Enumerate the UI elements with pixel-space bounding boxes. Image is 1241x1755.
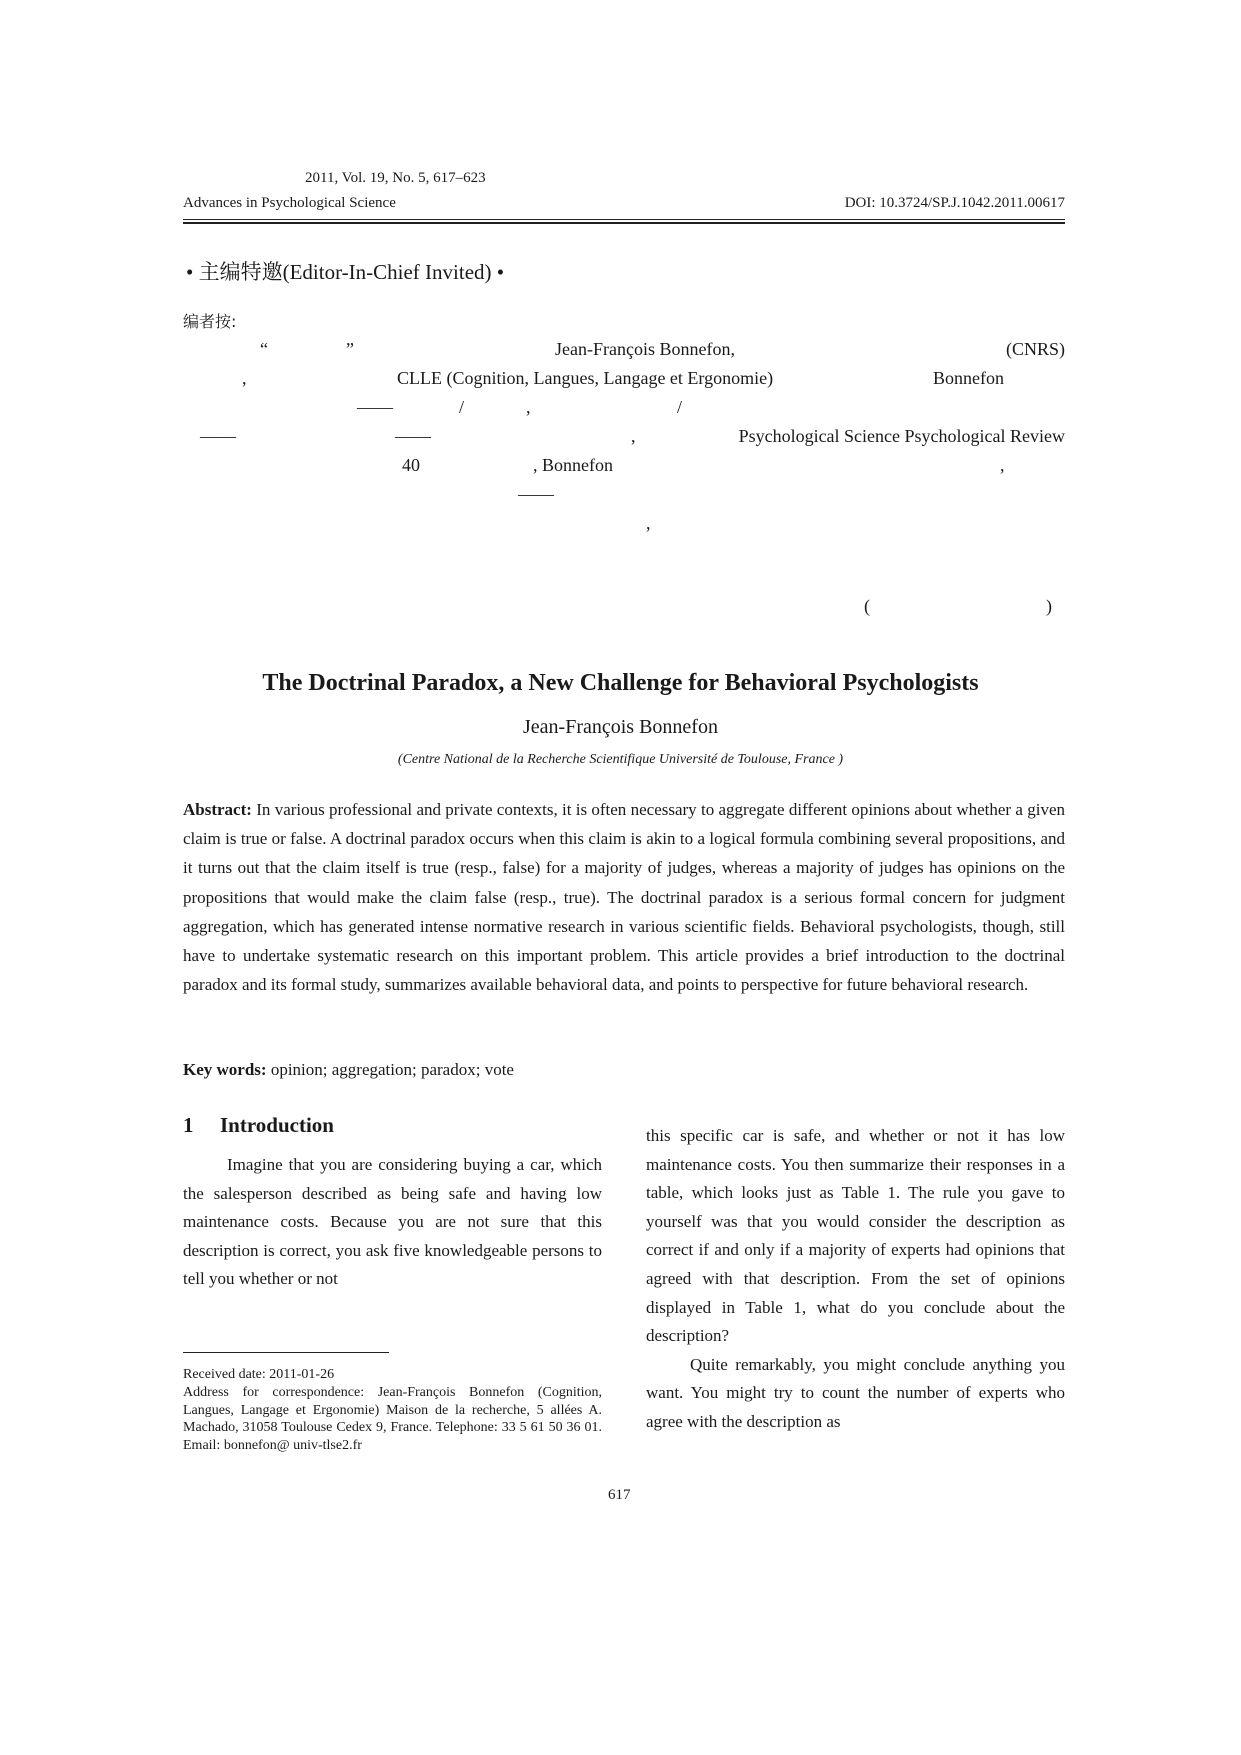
journal-volume: 2011, Vol. 19, No. 5, 617–623 xyxy=(305,170,486,186)
editor-note-fragment: Bonnefon xyxy=(933,368,1004,388)
header-rule xyxy=(183,219,1065,220)
editor-note-fragment: —— xyxy=(518,484,554,504)
editor-note-fragment: ) xyxy=(1046,596,1052,616)
left-column xyxy=(183,1151,602,1294)
abstract-label: Abstract: xyxy=(183,800,252,819)
editor-note-label: 编者按: xyxy=(183,312,237,331)
editor-note-fragment: —— xyxy=(200,426,236,446)
editor-note-fragment: ” xyxy=(346,339,354,359)
correspondence-address: Address for correspondence: Jean-François Bonnefon (Cognition, Langues, Langage et Ergonomie) Maison de la recherche, 5 allées A. Machado, 31058 Toulouse Cedex 9, France. Telephone: 33 5 61 50 36 01. Email: bonnefon@ univ-tlse2.fr xyxy=(183,1384,602,1454)
editor-note-fragment: / xyxy=(677,397,683,417)
editor-note-fragment: (CNRS) xyxy=(1005,339,1065,359)
section-title: Introduction xyxy=(220,1113,334,1137)
editor-note-fragment: CLLE (Cognition, Langues, Langage et Ergonomie) xyxy=(397,368,774,388)
editor-note-fragment: , xyxy=(1000,455,1005,475)
abstract-text: In various professional and private contexts, it is often necessary to aggregate different opinions about whether a given claim is true or false. A doctrinal paradox occurs when this claim is akin to a logical formula combining several propositions, and it turns out that the claim itself is true (resp., false) for a majority of judges, whereas a majority of judges has opinions on the propositions that would make the claim false (resp., true). The doctrinal paradox is a serious formal concern for judgment aggregation, which has generated intense normative research in various scientific fields. Behavioral psychologists, though, still have to undertake systematic research on this important problem. This article provides a brief introduction to the doctrinal paradox and its formal study, summarizes available behavioral data, and points to perspective for future behavioral research. xyxy=(183,800,1066,995)
editor-note-fragment: / xyxy=(459,397,465,417)
editor-note-fragment: —— xyxy=(395,426,431,446)
keywords-text: opinion; aggregation; paradox; vote xyxy=(270,1060,514,1079)
keywords xyxy=(183,1060,514,1080)
editor-note-fragment: —— xyxy=(357,397,393,417)
author-affiliation: (Centre National de la Recherche Scientifique Université de Toulouse, France ) xyxy=(397,752,844,767)
section-tag: • 主编特邀(Editor-In-Chief Invited) • xyxy=(186,260,505,284)
section-number: 1 xyxy=(183,1113,194,1137)
editor-note-fragment: , xyxy=(646,513,651,533)
footnote-rule xyxy=(183,1352,389,1353)
body-paragraph: Quite remarkably, you might conclude anything you want. You might try to count the number of experts who agree with the description as xyxy=(646,1354,1065,1431)
keywords-label: Key words: xyxy=(183,1060,267,1079)
body-paragraph: Imagine that you are considering buying a car, which the salesperson described as being safe and having low maintenance costs. Because you are not sure that this description is correct, you ask five knowledgeable persons to tell you whether or not xyxy=(183,1155,602,1289)
journal-name: Advances in Psychological Science xyxy=(183,195,396,211)
editor-note-fragment: “ xyxy=(260,339,268,359)
editor-note-fragment: , xyxy=(242,368,247,388)
article-author: Jean-François Bonnefon xyxy=(523,716,718,738)
footnote xyxy=(183,1366,602,1455)
abstract xyxy=(183,795,1065,999)
editor-note-fragment: , Bonnefon xyxy=(533,455,613,475)
editor-note-fragment: , xyxy=(526,397,531,417)
section-heading xyxy=(183,1113,334,1138)
editor-note-fragment: 40 xyxy=(402,455,420,475)
editor-note-fragment: ( xyxy=(864,596,870,616)
header-rule-thick xyxy=(183,222,1065,224)
article-title: The Doctrinal Paradox, a New Challenge for Behavioral Psychologists xyxy=(262,670,979,696)
editor-note-fragment: Psychological Science Psychological Review xyxy=(738,426,1065,446)
editor-note-fragment: , xyxy=(631,426,636,446)
right-column xyxy=(646,1122,1065,1437)
editor-note-fragment: Jean-François Bonnefon, xyxy=(555,339,735,359)
received-date: Received date: 2011-01-26 xyxy=(183,1367,335,1382)
page-number: 617 xyxy=(608,1487,631,1503)
doi: DOI: 10.3724/SP.J.1042.2011.00617 xyxy=(844,195,1065,211)
body-paragraph: this specific car is safe, and whether or not it has low maintenance costs. You then summarize their responses in a table, which looks just as Table 1. The rule you gave to yourself was that you would consider the description as correct if and only if a majority of experts had opinions that agreed with that description. From the set of opinions displayed in Table 1, what do you conclude about the description? xyxy=(646,1126,1065,1346)
